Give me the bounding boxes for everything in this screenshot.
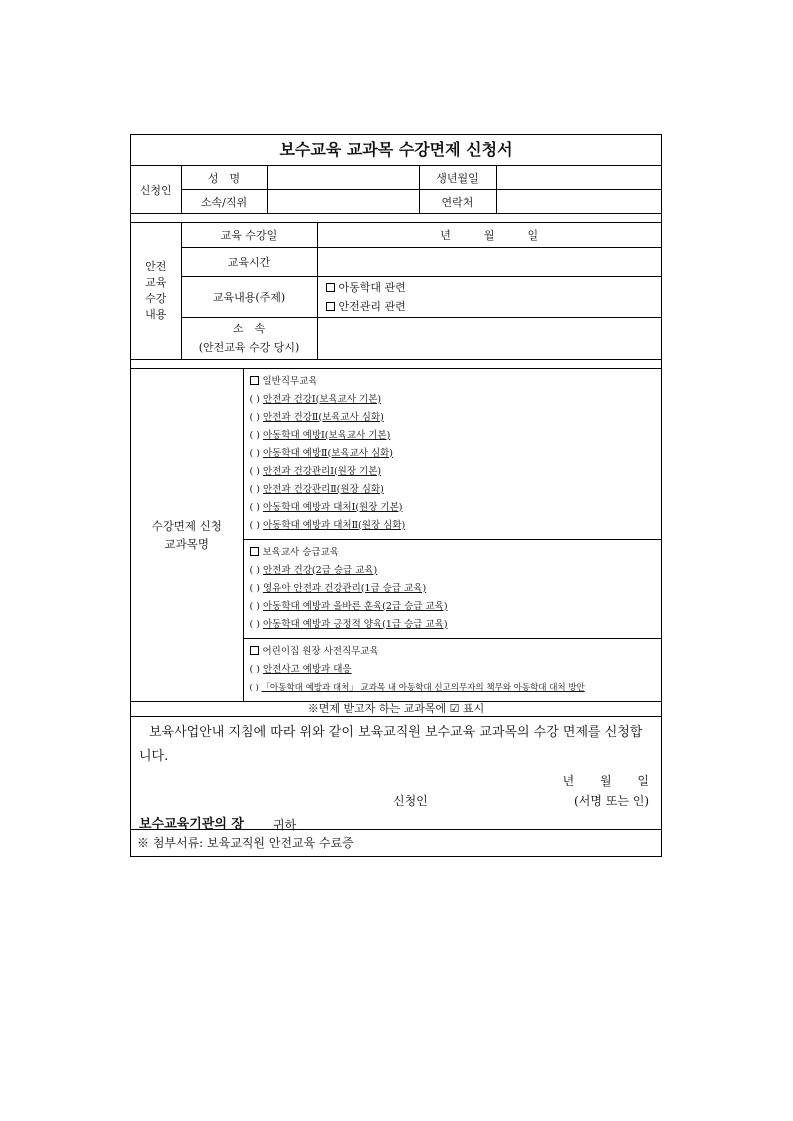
item-mark[interactable]: ( ) [249, 582, 260, 594]
name-field[interactable] [267, 166, 419, 190]
subject-item: 안전과 건강관리Ⅰ(원장 기본) [262, 465, 382, 477]
checkbox[interactable] [326, 302, 335, 311]
item-mark[interactable]: ( ) [249, 663, 260, 675]
group-director [243, 638, 661, 701]
statement-area [131, 717, 661, 832]
sign-date[interactable]: 년 월 일 [562, 773, 649, 788]
edu-content-label: 교육내용(주제) [181, 276, 317, 317]
subject-item: 아동학대 예방과 대처Ⅰ(원장 기본) [262, 501, 403, 513]
exempt-table [131, 369, 661, 702]
group-name: 보육교사 승급교육 [262, 546, 339, 558]
contact-label: 연락처 [419, 190, 496, 214]
birth-field[interactable] [496, 166, 661, 190]
edu-affil-field[interactable] [317, 317, 661, 359]
checkbox[interactable] [326, 283, 335, 292]
subject-item: 「아동학대 예방과 대처」 교과목 내 아동학대 신고의무자의 책무와 아동학대 대처 방안 [261, 682, 585, 693]
checkbox[interactable] [250, 646, 259, 655]
edu-hours-field[interactable] [317, 247, 661, 276]
subject-item: 안전과 건강관리Ⅱ(원장 심화) [262, 483, 384, 495]
birth-label: 생년월일 [419, 166, 496, 190]
affil-label: 소속/직위 [181, 190, 267, 214]
exemption-form [130, 134, 662, 857]
subject-item: 안전과 건강Ⅱ(보육교사 심화) [262, 411, 384, 423]
subject-item: 아동학대 예방과 올바른 훈육(2급 승급 교육) [262, 600, 448, 612]
statement-text: 보육사업안내 지침에 따라 위와 같이 보육교직원 보수교육 교과목의 수강 면제를 신청합니다. [139, 724, 643, 764]
subject-item: 안전과 건강(2급 승급 교육) [262, 564, 378, 576]
item-mark[interactable]: ( ) [249, 411, 260, 423]
item-mark[interactable]: ( ) [249, 483, 260, 495]
group-name: 일반직무교육 [262, 375, 318, 387]
exempt-note: ※면제 받고자 하는 교과목에 ☑ 표시 [131, 702, 661, 717]
contact-field[interactable] [496, 190, 661, 214]
name-label: 성 명 [181, 166, 267, 190]
option-safety: 안전관리 관련 [338, 299, 406, 313]
group-general [243, 369, 661, 540]
edu-affil-label-2: (안전교육 수강 당시) [198, 341, 300, 354]
edu-content-options [317, 276, 661, 317]
subject-item: 안전과 건강Ⅰ(보육교사 기본) [262, 393, 382, 405]
form-title: 보수교육 교과목 수강면제 신청서 [131, 135, 661, 166]
checkbox[interactable] [250, 376, 259, 385]
affil-field[interactable] [267, 190, 419, 214]
spacer [131, 214, 661, 223]
exempt-section-label: 수강면제 신청 교과목명 [131, 369, 243, 702]
subject-item: 아동학대 예방과 대처Ⅱ(원장 심화) [262, 519, 406, 531]
group-name: 어린이집 원장 사전직무교육 [262, 645, 379, 657]
subject-item: 아동학대 예방과 긍정적 양육(1급 승급 교육) [262, 618, 448, 630]
item-mark[interactable]: ( ) [249, 501, 260, 513]
item-mark[interactable]: ( ) [249, 393, 260, 405]
safety-table [131, 223, 661, 360]
attachment-note: ※ 첨부서류: 보육교직원 안전교육 수료증 [131, 829, 661, 856]
safety-section-label: 안전 교육 수강 내용 [131, 223, 181, 359]
item-mark[interactable]: ( ) [249, 465, 260, 477]
subject-item: 아동학대 예방Ⅱ(보육교사 심화) [262, 447, 394, 459]
subject-item: 안전사고 예방과 대응 [262, 663, 352, 675]
edu-date-label: 교육 수강일 [181, 223, 317, 247]
applicant-table [131, 166, 661, 214]
honorific: 귀하 [273, 817, 297, 832]
spacer [131, 360, 661, 369]
edu-affil-label-1: 소 속 [232, 322, 266, 335]
sign-note: (서명 또는 인) [574, 793, 649, 808]
item-mark[interactable]: ( ) [249, 564, 260, 576]
applicant-section-label: 신청인 [131, 166, 181, 214]
item-mark[interactable]: ( ) [249, 600, 260, 612]
subject-item: 영유아 안전과 건강관리(1급 승급 교육) [262, 582, 427, 594]
edu-date-field[interactable]: 년 월 일 [317, 223, 661, 247]
checkbox[interactable] [250, 547, 259, 556]
option-child-abuse: 아동학대 관련 [338, 280, 406, 294]
group-promotion [243, 539, 661, 638]
item-mark[interactable]: ( ) [249, 618, 260, 630]
edu-affil-label [181, 317, 317, 359]
signer-label: 신청인 [393, 793, 428, 808]
subject-item: 아동학대 예방Ⅰ(보육교사 기본) [262, 429, 391, 441]
edu-hours-label: 교육시간 [181, 247, 317, 276]
item-mark[interactable]: ( ) [249, 519, 260, 531]
recipient: 보수교육기관의 장 [139, 816, 244, 832]
item-mark[interactable]: ( ) [249, 429, 260, 441]
item-mark[interactable]: ( ) [249, 682, 259, 693]
item-mark[interactable]: ( ) [249, 447, 260, 459]
